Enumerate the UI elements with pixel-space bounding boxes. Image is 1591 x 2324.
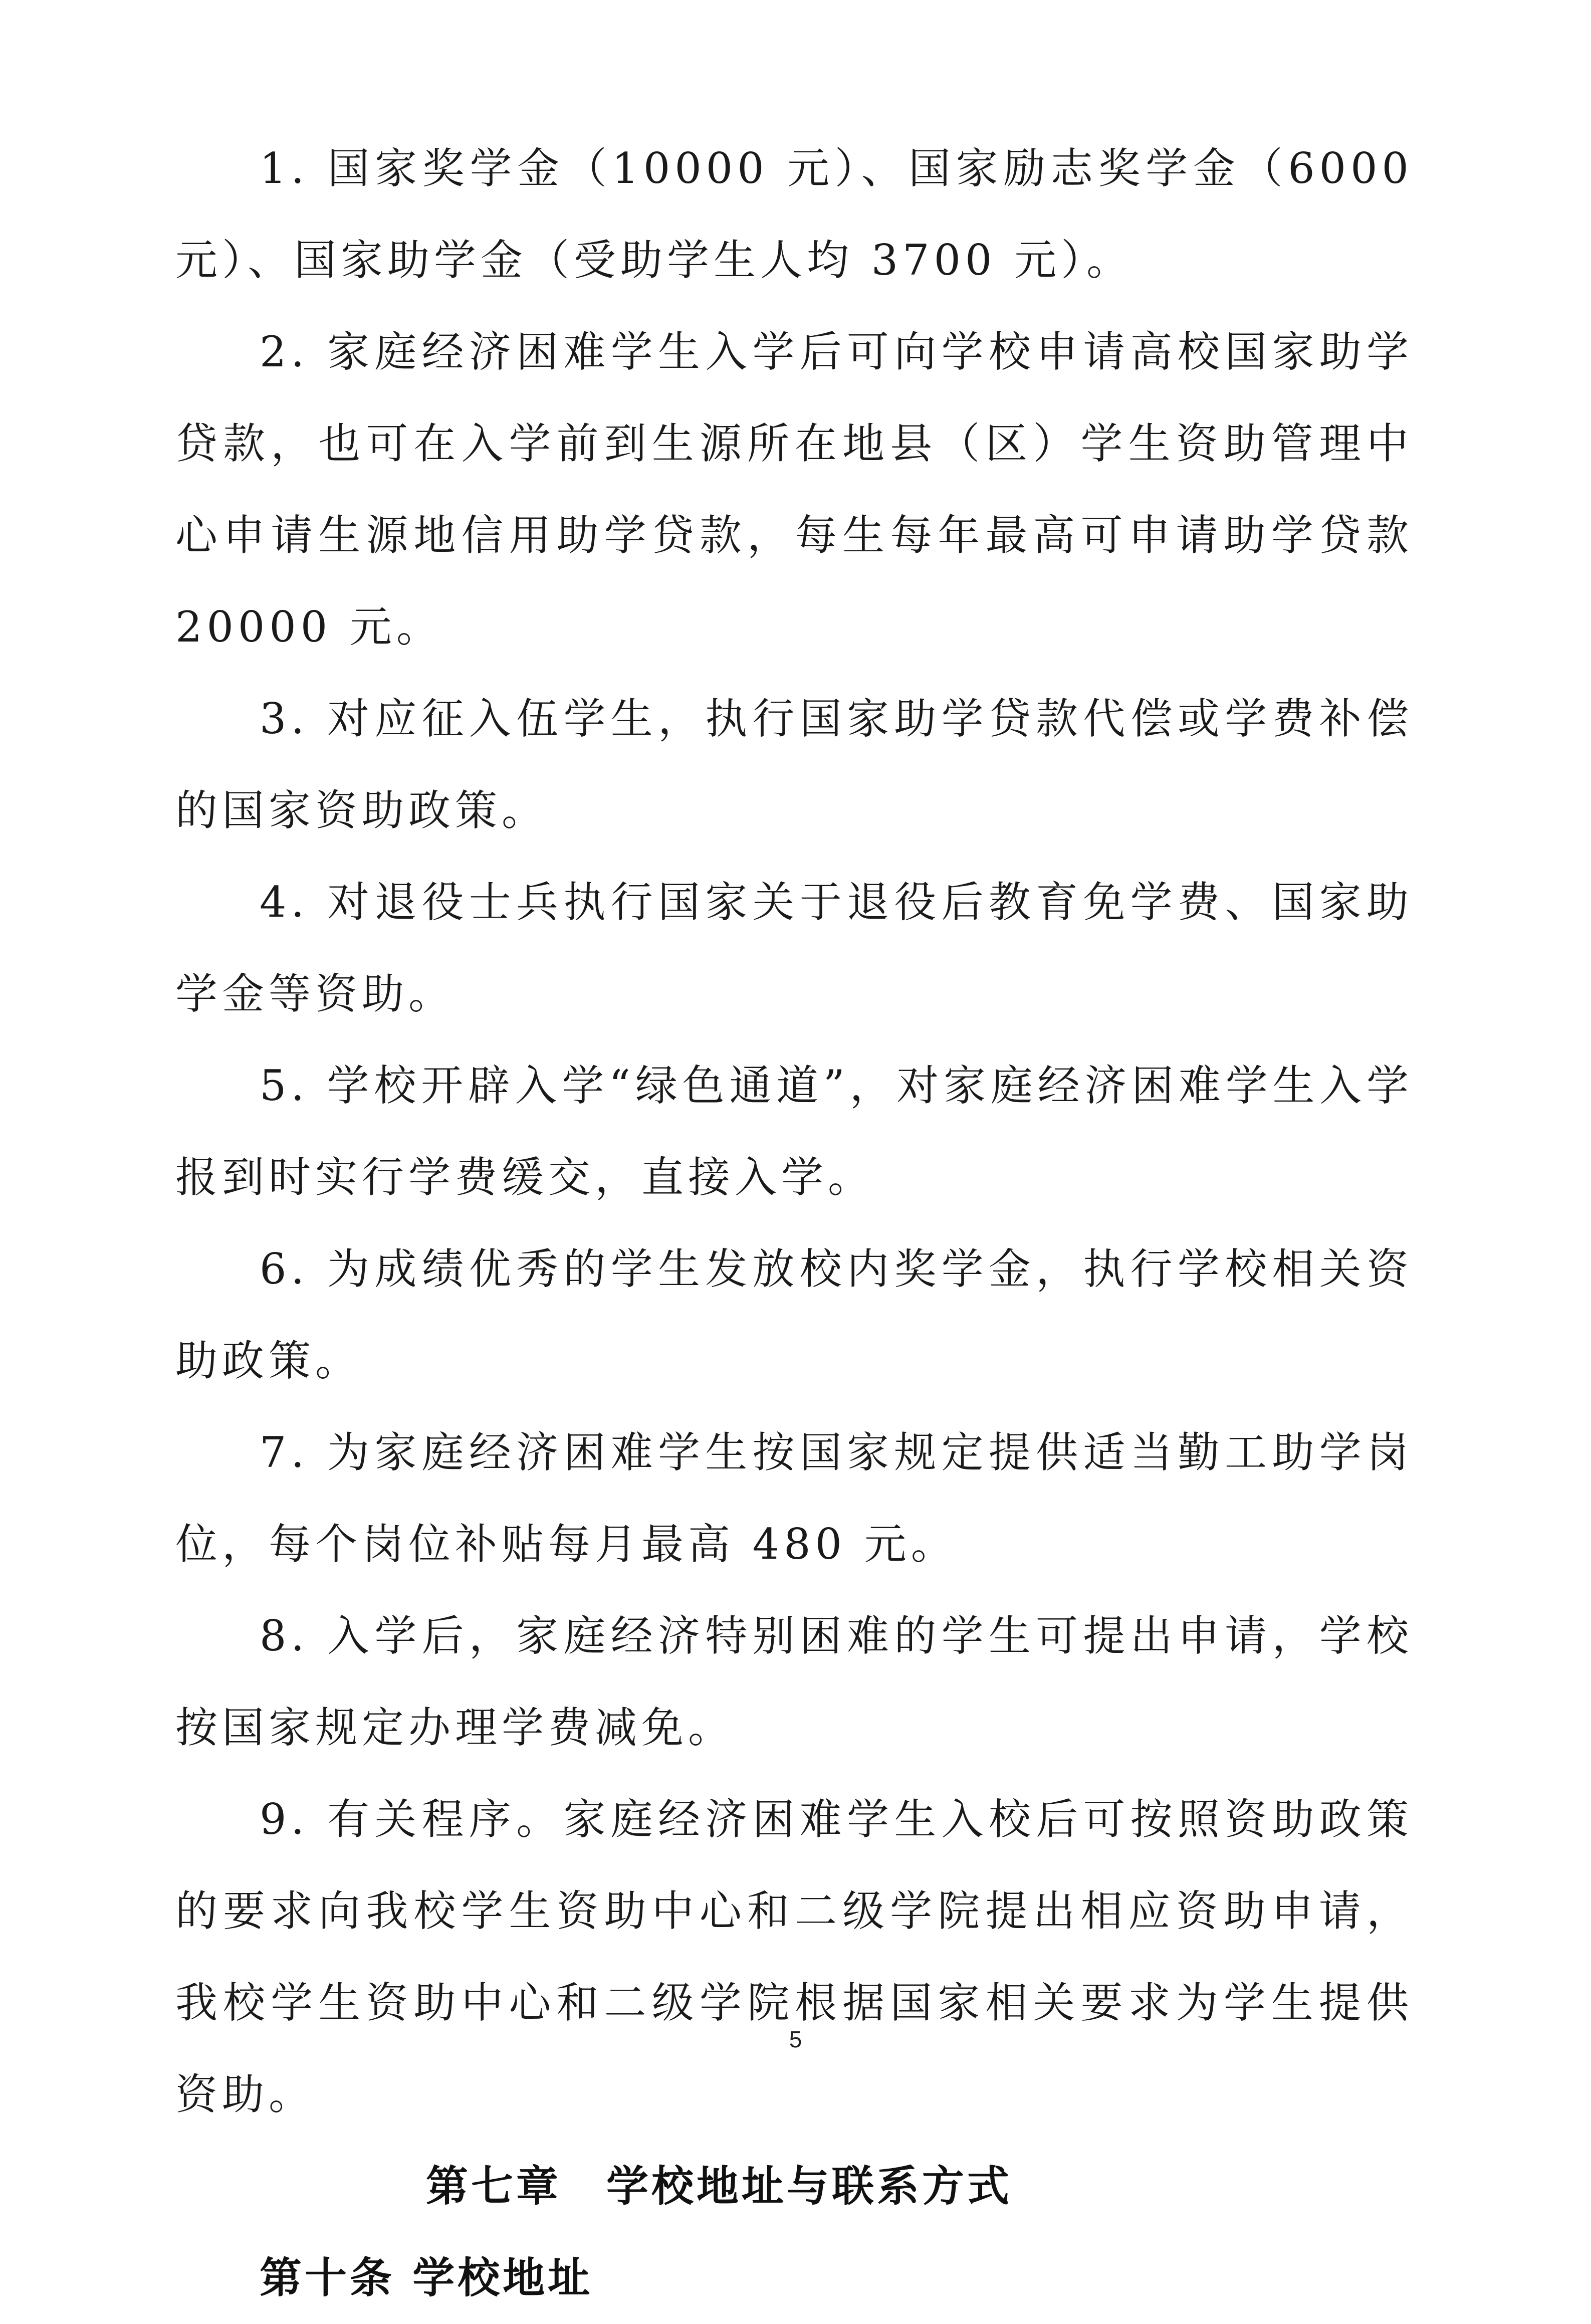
paragraph-6: 6. 为成绩优秀的学生发放校内奖学金，执行学校相关资助政策。 [175,1244,1413,1385]
paragraph-4: 4. 对退役士兵执行国家关于退役后教育免学费、国家助学金等资助。 [175,878,1413,1018]
paragraph-3: 3. 对应征入伍学生，执行国家助学贷款代偿或学费补偿的国家资助政策。 [175,694,1413,835]
document-body [175,123,1413,2324]
paragraph-1: 1. 国家奖学金（10000 元）、国家励志奖学金（6000 元）、国家助学金（受助学生人均 3700 元）。 [175,144,1413,285]
paragraph-7: 7. 为家庭经济困难学生按国家规定提供适当勤工助学岗位，每个岗位补贴每月最高 480 元。 [175,1428,1413,1569]
paragraph-8: 8. 入学后，家庭经济特别困难的学生可提出申请，学校按国家规定办理学费减免。 [175,1611,1413,1752]
article-heading: 第十条 学校地址 [260,2253,593,2302]
page-number: 5 [789,2026,802,2052]
paragraph-9: 9. 有关程序。家庭经济困难学生入校后可按照资助政策的要求向我校学生资助中心和二级学院提出相应资助申请，我校学生资助中心和二级学院根据国家相关要求为学生提供资助。 [175,1795,1413,2119]
paragraph-2: 2. 家庭经济困难学生入学后可向学校申请高校国家助学贷款，也可在入学前到生源所在地县（区）学生资助管理中心申请生源地信用助学贷款，每生每年最高可申请助学贷款 20000 元。 [175,327,1413,652]
chapter-heading: 第七章 学校地址与联系方式 [426,2162,1013,2211]
paragraph-5: 5. 学校开辟入学“绿色通道”，对家庭经济困难学生入学报到时实行学费缓交，直接入学。 [175,1061,1413,1202]
